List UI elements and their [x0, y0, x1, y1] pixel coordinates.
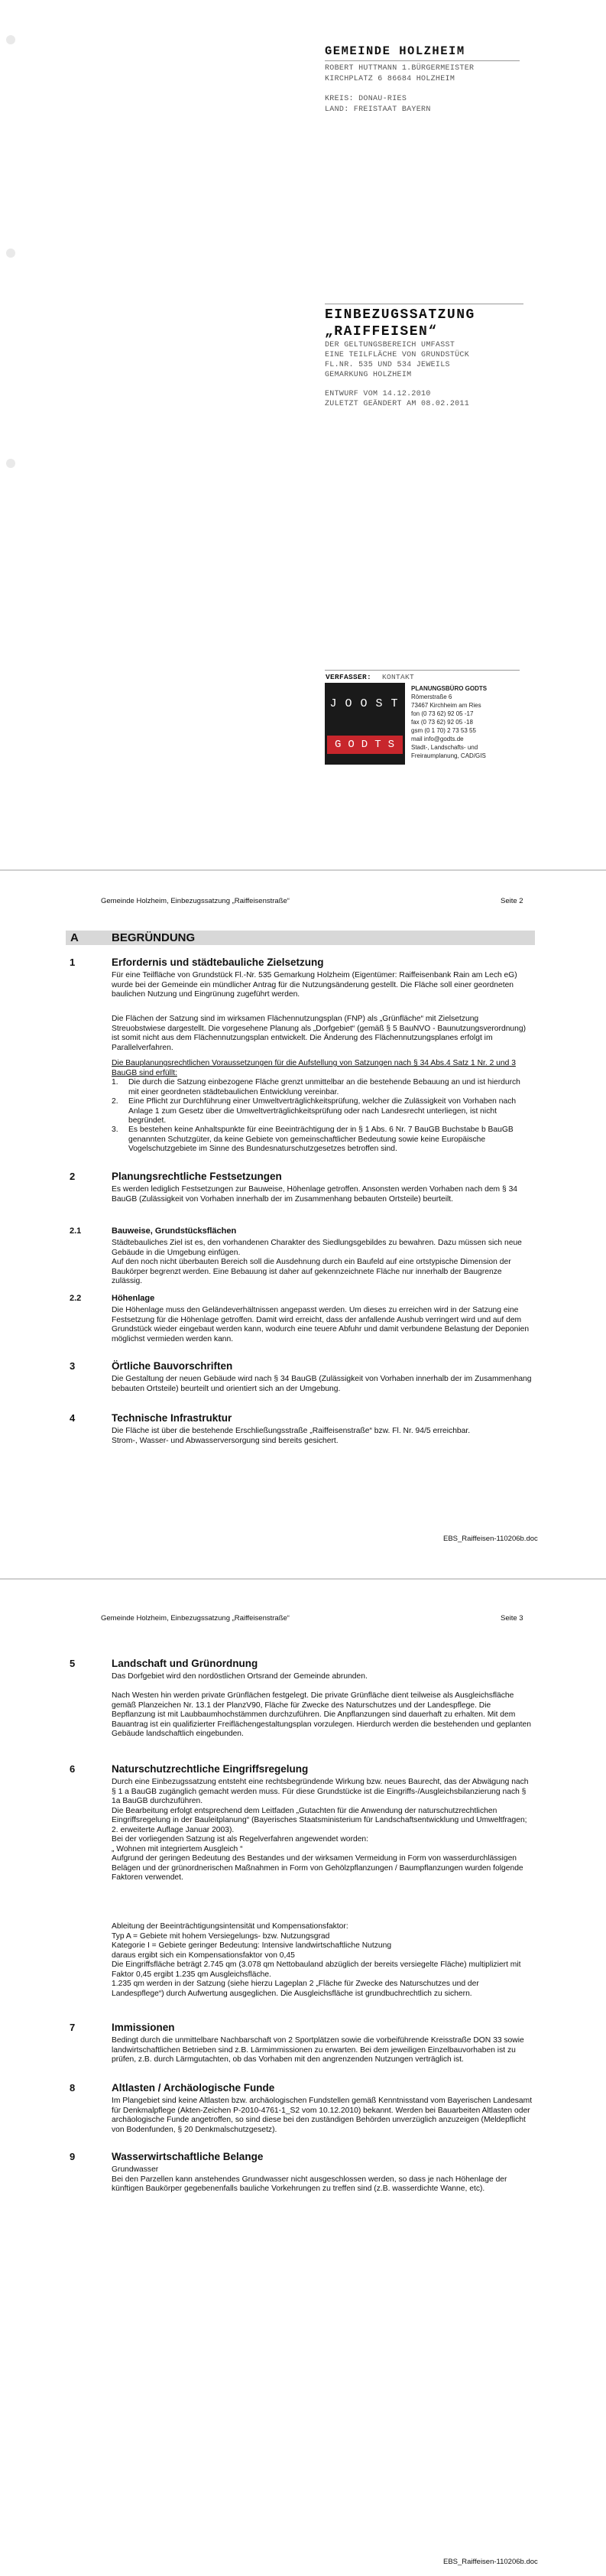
section-heading: Erfordernis und städtebauliche Zielsetzung: [112, 957, 324, 968]
section-number: 6: [70, 1763, 76, 1775]
list-item: Die durch die Satzung einbezogene Fläche grenzt unmittelbar an die bestehende Bebauung an und ist hierdurch mit einer geordneten städtebaulichen Entwicklung vereinbar.: [128, 1078, 520, 1096]
paragraph: Die Gestaltung der neuen Gebäude wird nach § 34 BauGB (Zulässigkeit von Vorhaben innerhalb der im Zusammenhang bebauten Ortsteile) beurteilt und orientiert sich an der Umgebung.: [112, 1375, 532, 1393]
satzung-desc-line: GEMARKUNG HOLZHEIM: [325, 371, 412, 379]
list-item: Eine Pflicht zur Durchführung einer Umweltverträglichkeitsprüfung, welcher die Zulässigkeit von Vorhaben nach Anlage 1 zum Gesetz über die Umweltverträglichkeitsprüfung oder nach Landesrecht unterliegen, ist nicht begründet.: [128, 1097, 517, 1125]
buero-address: [411, 684, 487, 760]
list-number: 3.: [112, 1126, 118, 1134]
page-number: Seite 3: [501, 1614, 523, 1623]
section-heading: Örtliche Bauvorschriften: [112, 1360, 233, 1372]
section-heading: Landschaft und Grünordnung: [112, 1658, 258, 1669]
buero-line: mail info@godts.de: [411, 736, 464, 742]
logo-text-bottom: GODTS: [327, 736, 403, 754]
list-number: 1.: [112, 1078, 118, 1087]
kreis: KREIS: DONAU-RIES: [325, 95, 407, 103]
paragraph: Die Höhenlage muss den Geländeverhältnissen angepasst werden. Um dieses zu erreichen wird in der Satzung eine Festsetzung für die Höhenlage getroffen. Damit wird erreicht, dass der anfallende Aushub verringert wird und auf dem Grundstück wieder eingebaut werden kann, wodurch eine teuere Abfuhr und damit verbundene Belastung der Deponien möglichst vermieden werden kann.: [112, 1306, 530, 1343]
punch-hole: [6, 249, 15, 258]
section-number: 4: [70, 1412, 76, 1424]
section-heading: Technische Infrastruktur: [112, 1412, 232, 1424]
joost-godts-logo: [325, 683, 405, 765]
logo-text-top: JOOST: [329, 697, 407, 710]
punch-hole: [6, 35, 15, 44]
section-heading: Planungsrechtliche Festsetzungen: [112, 1171, 282, 1182]
paragraph: Die Flächen der Satzung sind im wirksamen Flächennutzungsplan (FNP) als „Grünfläche“ mit Zielsetzung Streuobstwiese dargestellt. Die vorgesehene Planung als „Dorfgebiet“ (gemäß § 5 BauNVO - Baunutzungsverordnung) ist somit nicht aus dem Flächennutzungsplan entwickelt. Die Änderung des Flächennutzungsplanes erfolgt im Parallelverfahren.: [112, 1015, 527, 1052]
land: LAND: FREISTAAT BAYERN: [325, 106, 431, 114]
subsection-heading: Höhenlage: [112, 1294, 155, 1303]
kontakt-label: KONTAKT: [382, 673, 415, 681]
subsection-number: 2.1: [70, 1226, 82, 1236]
paragraph: Für eine Teilfläche von Grundstück Fl.-Nr. 535 Gemarkung Holzheim (Eigentümer: Raiffeisenbank Rain am Lech eG) wurde bei der Gemeinde ein mündlicher Antrag für die Nutzungsänderung gestellt. Die Fläche soll einer geordneten baulichen Nutzung und Eingrünung zugeführt werden.: [112, 971, 517, 999]
buero-line: Stadt-, Landschafts- und: [411, 744, 478, 751]
buergermeister: ROBERT HUTTMANN 1.BÜRGERMEISTER: [325, 64, 475, 73]
section-heading: Altlasten / Archäologische Funde: [112, 2082, 275, 2094]
satzung-title: EINBEZUGSSATZUNG: [325, 307, 475, 323]
section-bar: [66, 931, 535, 945]
section-letter: A: [70, 931, 79, 944]
buero-line: 73467 Kirchheim am Ries: [411, 702, 481, 709]
page-footer: EBS_Raiffeisen-110206b.doc: [443, 1535, 538, 1543]
list-number: 2.: [112, 1097, 118, 1106]
buero-line: Freiraumplanung, CAD/GIS: [411, 752, 486, 759]
page-header-left: Gemeinde Holzheim, Einbezugssatzung „Raiffeisenstraße“: [101, 1614, 290, 1623]
section-heading: Wasserwirtschaftliche Belange: [112, 2151, 264, 2162]
paragraph: Die Fläche ist über die bestehende Erschließungsstraße „Raiffeisenstraße“ bzw. Fl. Nr. 94/5 erreichbar. Strom-, Wasser- und Abwasserversorgung sind bereits gesichert.: [112, 1427, 471, 1445]
paragraph: Grundwasser Bei den Parzellen kann anstehendes Grundwasser nicht ausgeschlossen werden, so dass je nach Höhenlage der künftigen Baukörper gegebenenfalls bauliche Vorkehrungen zu treffen sind (z.B. wasserdichte Wanne, etc).: [112, 2165, 507, 2193]
entwurf-date: ENTWURF VOM 14.12.2010: [325, 390, 431, 398]
section-number: 9: [70, 2151, 76, 2162]
buero-line: gsm (0 1 70) 2 73 53 55: [411, 727, 476, 734]
paragraph: Nach Westen hin werden private Grünflächen festgelegt. Die private Grünfläche dient teilweise als Ausgleichsfläche gemäß Planzeichen Nr. 13.1 der PlanzV90, Fläche für Zwecke des Naturschutzes und der Landespflege. Die Bepflanzung ist mit Laubbaumhochstämmen durchzuführen. Die Anpflanzungen sind dauerhaft zu erhalten. Mit dem Bauantrag ist ein qualifizierter Freiflächengestaltungsplan vorzulegen. Hierdurch werden die bestehenden und geplanten Gebäude landschaftlich eingebunden.: [112, 1691, 531, 1738]
paragraph: Städtebauliches Ziel ist es, den vorhandenen Charakter des Siedlungsgebildes zu bewahren. Dazu müssen sich neue Gebäude in die Umgebung einfügen. Auf den noch nicht überbauten Bereich soll die Ausdehnung durch ein Baufeld auf eine ortstypische Dimension der Baukörper begrenzt werden. Eine Bebauung ist daher auf gekennzeichnete Fläche nur innerhalb der Baugrenze zulässig.: [112, 1239, 522, 1285]
paragraph: Das Dorfgebiet wird den nordöstlichen Ortsrand der Gemeinde abrunden.: [112, 1672, 368, 1681]
page-footer: EBS_Raiffeisen-110206b.doc: [443, 2558, 538, 2566]
verfasser-label: VERFASSER:: [326, 673, 372, 681]
rule: [325, 670, 520, 671]
page-number: Seite 2: [501, 897, 523, 905]
paragraph: Es werden lediglich Festsetzungen zur Bauweise, Höhenlage getroffen. Ansonsten werden Vorhaben nach dem § 34 BauGB (Zulässigkeit von Vorhaben innerhalb der im Zusammenhang bebauten Ortsteile) beurteilt.: [112, 1185, 518, 1204]
geaendert-date: ZULETZT GEÄNDERT AM 08.02.2011: [325, 400, 470, 408]
gemeinde-title: GEMEINDE HOLZHEIM: [325, 44, 465, 58]
list-item: Es bestehen keine Anhaltspunkte für eine Beeinträchtigung der in § 1 Abs. 6 Nr. 7 BauGB Buchstabe b BauGB genannten Schutzgüter, da keine Gebiete von gemeinschaftlicher Bedeutung sowie keine Europäische Vogelschutzgebiete im Sinne des Bundesnaturschutzgesetzes betroffen sind.: [128, 1126, 514, 1153]
section-number: 3: [70, 1360, 76, 1372]
section-number: 5: [70, 1658, 76, 1669]
paragraph: Ableitung der Beeinträchtigungsintensität und Kompensationsfaktor: Typ A = Gebiete mit hohem Versiegelungs- bzw. Nutzungsgrad Kategorie I = Gebiete geringer Bedeutung: Intensive landwirtschaftliche Nutzung daraus ergibt sich ein Kompensationsfaktor von 0,45 Die Eingriffsfläche beträgt 2.745 qm (3.078 qm Nettobauland abzüglich der bereits versiegelte Fläche) multipliziert mit Faktor 0,45 ergibt 1.235 qm Ausgleichsfläche. 1.235 qm werden in der Satzung (siehe hierzu Lageplan 2 „Fläche für Zwecke des Naturschutzes und der Landespflege“) durch Aufwertung ausgeglichen. Die Ausgleichsfläche ist grundbuchrechtlich zu sichern.: [112, 1922, 521, 1998]
paragraph-underlined: Die Bauplanungsrechtlichen Voraussetzungen für die Aufstellung von Satzungen nach § 34 Abs.4 Satz 1 Nr. 2 und 3 BauGB sind erfüllt:: [112, 1059, 516, 1077]
satzung-desc-line: FL.NR. 535 UND 534 JEWEILS: [325, 361, 450, 369]
punch-hole: [6, 459, 15, 468]
page-header-left: Gemeinde Holzheim, Einbezugssatzung „Raiffeisenstraße“: [101, 897, 290, 905]
section-number: 8: [70, 2082, 76, 2094]
section-number: 1: [70, 957, 76, 968]
section-heading: Naturschutzrechtliche Eingriffsregelung: [112, 1763, 309, 1775]
buero-line: PLANUNGSBÜRO GODTS: [411, 685, 488, 692]
section-heading: Immissionen: [112, 2022, 175, 2033]
subsection-number: 2.2: [70, 1294, 82, 1303]
section-number: 7: [70, 2022, 76, 2033]
page-divider: [0, 869, 606, 871]
paragraph: Im Plangebiet sind keine Altlasten bzw. archäologischen Fundstellen gemäß Kenntnisstand vom Bayerischen Landesamt für Denkmalpflege (Akten-Zeichen P-2010-4761-1_S2 vom 10.12.2010) bekannt. Werden bei Bauarbeiten Altlasten oder archäologische Funde angetroffen, so sind diese bei den zuständigen Behörden unverzüglich anzuzeigen (Meldepflicht von Bodenfunden, § 20 Denkmalschutzgesetz).: [112, 2097, 533, 2134]
section-title: BEGRÜNDUNG: [112, 931, 196, 944]
satzung-name: „RAIFFEISEN“: [325, 324, 438, 339]
paragraph: Bedingt durch die unmittelbare Nachbarschaft von 2 Sportplätzen sowie die vorbeiführende Kreisstraße DON 33 sowie landwirtschaftlichen Betrieben sind z.B. Lärmimmissionen zu erwarten. Bei dem jeweiligen Einzelbauvorhaben ist zu prüfen, z.B. durch Lärmgutachten, ob das Vorhaben mit den angrenzenden Nutzungen verträglich ist.: [112, 2036, 524, 2064]
subsection-heading: Bauweise, Grundstücksflächen: [112, 1226, 237, 1236]
buero-line: fon (0 73 62) 92 05 -17: [411, 710, 474, 717]
buero-line: fax (0 73 62) 92 05 -18: [411, 719, 473, 726]
adresse: KIRCHPLATZ 6 86684 HOLZHEIM: [325, 75, 455, 83]
satzung-desc-line: DER GELTUNGSBEREICH UMFASST: [325, 341, 455, 349]
buero-line: Römerstraße 6: [411, 694, 452, 700]
section-number: 2: [70, 1171, 76, 1182]
paragraph: Durch eine Einbezugssatzung entsteht eine rechtsbegründende Wirkung bzw. neues Baurecht, das der Abwägung nach § 1 a BauGB zugänglich gemacht werden muss. Für diese Grundstücke ist die Eingriffs-/Ausgleichsbilanzierung nach § 1a BauGB durchzuführen. Die Bearbeitung erfolgt entsprechend dem Leitfaden „Gutachten für die Anwendung der naturschutzrechtlichen Eingriffsregelung in der Bauleitplanung“ (Bayerisches Staatsministerium für Landschaftsentwicklung und Umweltfragen; 2. erweiterte Auflage Januar 2003). Bei der vorliegenden Satzung ist als Regelverfahren angewendet worden: „ Wohnen mit integriertem Ausgleich “ Aufgrund der geringen Bedeutung des Bestandes und der wirksamen Vermeidung in Form von wasserdurchlässigen Belägen und der grünordnerischen Maßnahmen in Form von Gehölzpflanzungen / Baumpflanzungen wurden folgende Faktoren verwendet.: [112, 1778, 529, 1882]
rule: [325, 60, 520, 61]
satzung-desc-line: EINE TEILFLÄCHE VON GRUNDSTÜCK: [325, 351, 470, 359]
page-divider: [0, 1578, 606, 1580]
logo-bottom: [325, 725, 405, 765]
